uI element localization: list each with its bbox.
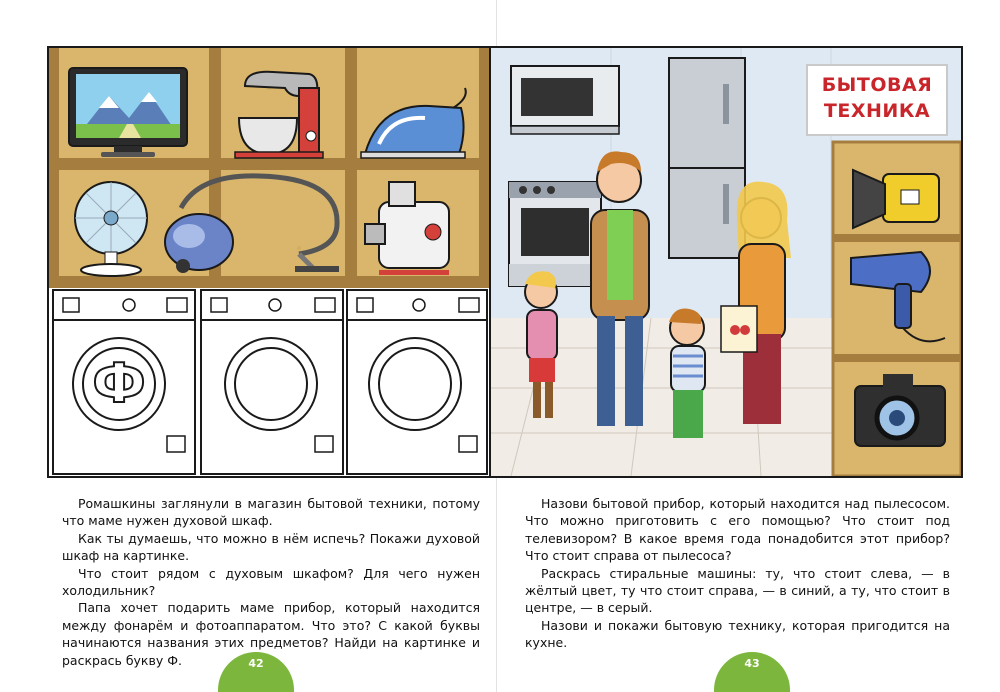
paragraph: Что стоит рядом с духовым шкафом? Для чего нужен холодильник?	[62, 565, 480, 599]
paragraph: Папа хочет подарить маме прибор, который находится между фонарём и фотоаппаратом. Что это? С какой буквы начинаются названия этих предметов? Найди на картинке и раскрась букву Ф.	[62, 600, 480, 668]
store-sign-text	[808, 72, 946, 124]
paragraph: Раскрась стиральные машины: ту, что стоит слева, — в жёлтый цвет, ту что стоит справа, — в синий, а ту, что стоит в центре, — в серый.	[525, 565, 950, 616]
left-page-text	[62, 495, 480, 669]
range-hood-icon	[511, 66, 619, 134]
tv-icon	[69, 68, 187, 157]
paragraph: Как ты думаешь, что можно в нём испечь? Покажи духовой шкаф на картинке.	[62, 530, 480, 564]
refrigerator-icon	[669, 58, 745, 258]
sign-line2: ТЕХНИКА	[823, 100, 931, 122]
paragraph: Назови бытовой прибор, который находится над пылесосом. Что можно приготовить с его помощью? Что стоит под телевизором? В какое время года понадобится этот прибор? Что стоит справа от пылесоса?	[525, 496, 950, 564]
washing-machines-row	[49, 288, 489, 476]
left-illustration	[47, 46, 491, 478]
store-sign	[806, 64, 948, 136]
paragraph: Назови и покажи бытовую технику, которая пригодится на кухне.	[525, 617, 950, 651]
washing-machine-icon	[347, 290, 487, 474]
right-page-text	[525, 495, 950, 652]
washer-letter: Ф	[92, 352, 146, 415]
oven-icon	[509, 182, 601, 286]
paragraph: Ромашкины заглянули в магазин бытовой техники, потому что маме нужен духовой шкаф.	[62, 496, 480, 529]
page-number-right: 43	[714, 652, 790, 692]
sign-line1: БЫТОВАЯ	[821, 74, 933, 96]
shelves-illustration	[49, 48, 489, 476]
page-number-left: 42	[218, 652, 294, 692]
flashlight-icon	[853, 170, 939, 228]
washing-machine-icon	[201, 290, 343, 474]
right-illustration	[489, 46, 963, 478]
